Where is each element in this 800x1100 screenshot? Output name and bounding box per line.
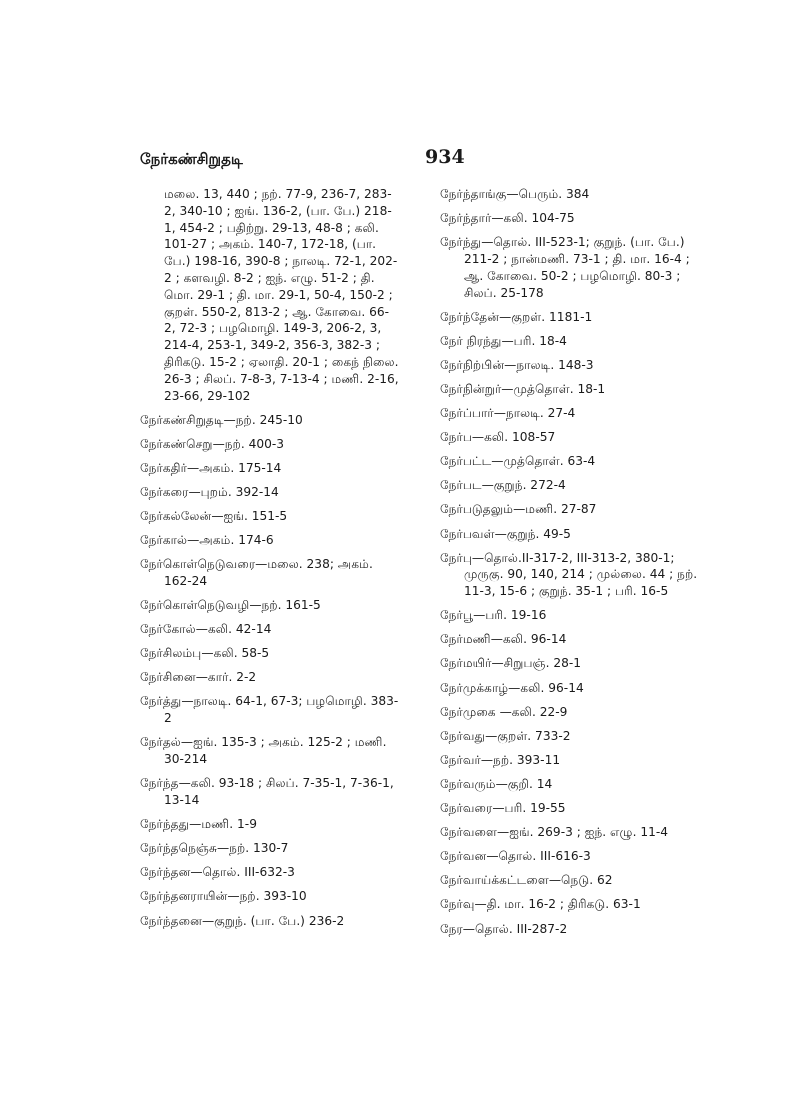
index-entry: நேர்ந்தநெஞ்சு—நற். 130-7 [140,841,289,856]
index-entry: நேர்மணி—கலி. 96-14 [440,632,567,647]
index-entry: நேர்ப—கலி. 108-57 [440,430,556,445]
running-head: நேர்கண்சிறுதடி [140,150,243,168]
index-entry: நேர்பூ—பரி. 19-16 [440,608,547,623]
index-entry: நேர்பவள்—குறுந். 49-5 [440,526,571,541]
index-entry: மலை. 13, 440 ; நற். 77-9, 236-7, 283-2, 340-10 ; ஐங். 136-2, (பா. பே.) 218-1, 454-2 ; பதிற்று. 29-13, 48-8 ; கலி. 101-27 ; அகம். 140-7, 172-18, (பா. பே.) 198-16, 390-8 ; நாலடி. 72-1, 202-2 ; களவழி. 8-2 ; ஐந். எழு. 51-2 ; தி. மொ. 29-1 ; தி. மா. 29-1, 50-4, 150-2 ; குறள். 550-2, 813-2 ; ஆ. கோவை. 66-2, 72-3 ; பழமொழி. 149-3, 206-2, 3, 214-4, 253-1, 349-2, 356-3, 382-3 ; திரிகடு. 15-2 ; ஏலாதி. 20-1 ; கைந் நிலை. 26-3 ; சிலப். 7-8-3, 7-13-4 ; மணி. 2-16, 23-66, 29-102 [164,187,399,403]
right-column [440,186,705,945]
index-entry: நேர்சிலம்பு—கலி. 58-5 [140,646,270,661]
index-entry: நேர்படுதலும்—மணி. 27-87 [440,502,597,517]
index-entry: நேர்வு—தி. மா. 16-2 ; திரிகடு. 63-1 [440,897,641,912]
index-entry: நேர்ந்தாங்கு—பெரும். 384 [440,187,590,201]
index-entry: நேர்கண்செறு—நற். 400-3 [140,436,285,451]
index-entry: நேர்கொள்நெடுவரை—மலை. 238; அகம். 162-24 [140,557,373,589]
index-entry: நேர்கல்லேன்—ஐங். 151-5 [140,509,288,524]
index-entry: நேர்நிற்பின்—நாலடி. 148-3 [440,357,594,372]
index-entry: நேர் நிரந்து—பரி. 18-4 [440,333,567,348]
index-entry: நேர்வரை—பரி. 19-55 [440,801,566,816]
index-entry: நேர்கண்சிறுதடி—நற். 245-10 [140,412,303,427]
index-entry: நேர்பட—குறுந். 272-4 [440,478,566,493]
index-entry: நேர்ந்தேன்—குறள். 1181-1 [440,309,593,324]
page-number: 934 [425,146,465,168]
index-entry: நேர்வது—குறள். 733-2 [440,728,571,743]
index-entry: நேர்பு—தொல்.II-317-2, III-313-2, 380-1; முருகு. 90, 140, 214 ; முல்லை. 44 ; நற். 11-3, 15-6 ; குறுந். 35-1 ; பரி. 16-5 [440,550,698,599]
index-entry: நேர்மயிர்—சிறுபஞ். 28-1 [440,656,582,671]
index-entry: நேர்வர்—நற். 393-11 [440,752,561,767]
index-entry: நேர்கரை—புறம். 392-14 [140,484,279,499]
page-header [140,146,700,176]
index-entry: நேர்ந்தன—தொல். III-632-3 [140,865,295,880]
index-entry: நேர்த்து—நாலடி. 64-1, 67-3; பழமொழி. 383-2 [140,694,399,726]
index-entry: நேர்ந்து—தொல். III-523-1; குறுந். (பா. பே.) 211-2 ; நான்மணி. 73-1 ; தி. மா. 16-4 ; ஆ. கோவை. 50-2 ; பழமொழி. 80-3 ; சிலப். 25-178 [440,235,690,300]
left-column [140,186,400,937]
index-entry: நேர்பட்ட—முத்தொள். 63-4 [440,454,596,469]
index-entry: நேர்ந்தனை—குறுந். (பா. பே.) 236-2 [140,913,345,928]
index-entry: நேர்கால்—அகம். 174-6 [140,533,274,548]
index-entry: நேர்கோல்—கலி. 42-14 [140,622,272,637]
index-entry: நேர்வரும்—குறி. 14 [440,776,553,791]
index-entry: நேர்சினை—கார். 2-2 [140,670,257,685]
index-entry: நேர்ந்தார்—கலி. 104-75 [440,211,575,226]
index-entry: நேர்வளை—ஐங். 269-3 ; ஐந். எழு. 11-4 [440,825,668,840]
index-entry: நேர்கதிர்—அகம். 175-14 [140,460,282,475]
index-entry: நேர்ந்த—கலி. 93-18 ; சிலப். 7-35-1, 7-36-1, 13-14 [140,776,394,808]
index-entry: நேர்வாய்க்கட்டளை—நெடு. 62 [440,873,613,888]
index-entry: நேர்தல்—ஐங். 135-3 ; அகம். 125-2 ; மணி. 30-214 [140,735,387,767]
index-entry: நேர்ப்பார்—நாலடி. 27-4 [440,406,576,421]
index-entry: நேர்ந்தது—மணி. 1-9 [140,817,257,832]
index-entry: நேர்நின்றுர்—முத்தொள். 18-1 [440,381,606,396]
index-entry: நேர்ந்தனராயின்—நற். 393-10 [140,889,307,904]
index-entry: நேர்வன—தொல். III-616-3 [440,849,591,864]
index-entry: நேர—தொல். III-287-2 [440,921,568,936]
index-entry: நேர்முக்காழ்—கலி. 96-14 [440,680,584,695]
index-entry: நேர்கொள்நெடுவழி—நற். 161-5 [140,598,321,613]
index-entry: நேர்முகை —கலி. 22-9 [440,704,568,719]
